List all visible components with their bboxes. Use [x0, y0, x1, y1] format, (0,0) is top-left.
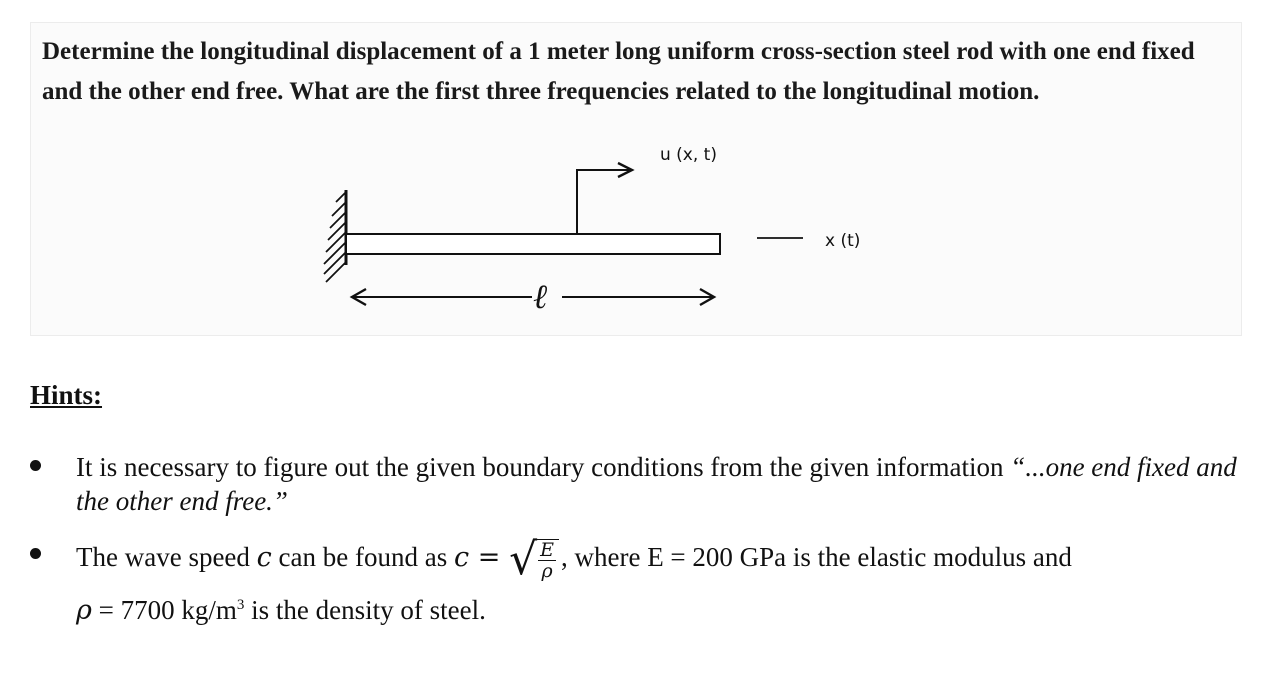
- hint-2-mid: can be found as: [271, 542, 454, 573]
- steel-rod: [346, 234, 720, 254]
- fraction: [535, 539, 559, 581]
- fraction-numerator: E: [540, 539, 554, 561]
- fraction-denominator: ρ: [541, 560, 553, 582]
- bullet-icon: [30, 460, 41, 471]
- hint-2-end: is the density of steel.: [244, 595, 486, 625]
- density-exponent: 3: [236, 597, 245, 613]
- axis-label: x (t): [825, 231, 861, 251]
- hints-list: [30, 450, 1250, 628]
- hint-2-after: , where E = 200 GPa is the elastic modulus and: [560, 542, 1072, 573]
- problem-statement: Determine the longitudinal displacement of a 1 meter long uniform cross-section steel rod with one end fixed and the other end free. What are the first three frequencies related to the longitudinal motion.: [42, 38, 1195, 105]
- wave-speed-equation: c =: [453, 542, 501, 574]
- hint-1-text: It is necessary to figure out the given boundary conditions from the given information: [76, 452, 1011, 482]
- hints-heading: Hints:: [30, 380, 103, 410]
- hint-item: [30, 450, 1250, 518]
- density-value: = 7700 kg/m: [91, 595, 237, 625]
- density-symbol: ρ: [76, 595, 92, 626]
- bullet-icon: [30, 548, 41, 559]
- length-symbol: ℓ: [533, 277, 548, 317]
- hint-1-quote: “...one end fixed and the other end free.”: [76, 452, 1237, 516]
- hint-item: [30, 534, 1250, 628]
- wave-speed-symbol: c: [256, 542, 272, 574]
- hint-2-line-2: [76, 588, 1250, 628]
- sqrt-formula: [509, 534, 559, 585]
- sqrt-sign-icon: √: [509, 534, 538, 585]
- wall-hatching: [324, 192, 346, 282]
- rod-diagram: [300, 130, 900, 320]
- hint-2-prefix: The wave speed: [76, 542, 257, 573]
- displacement-label: u (x, t): [660, 145, 717, 165]
